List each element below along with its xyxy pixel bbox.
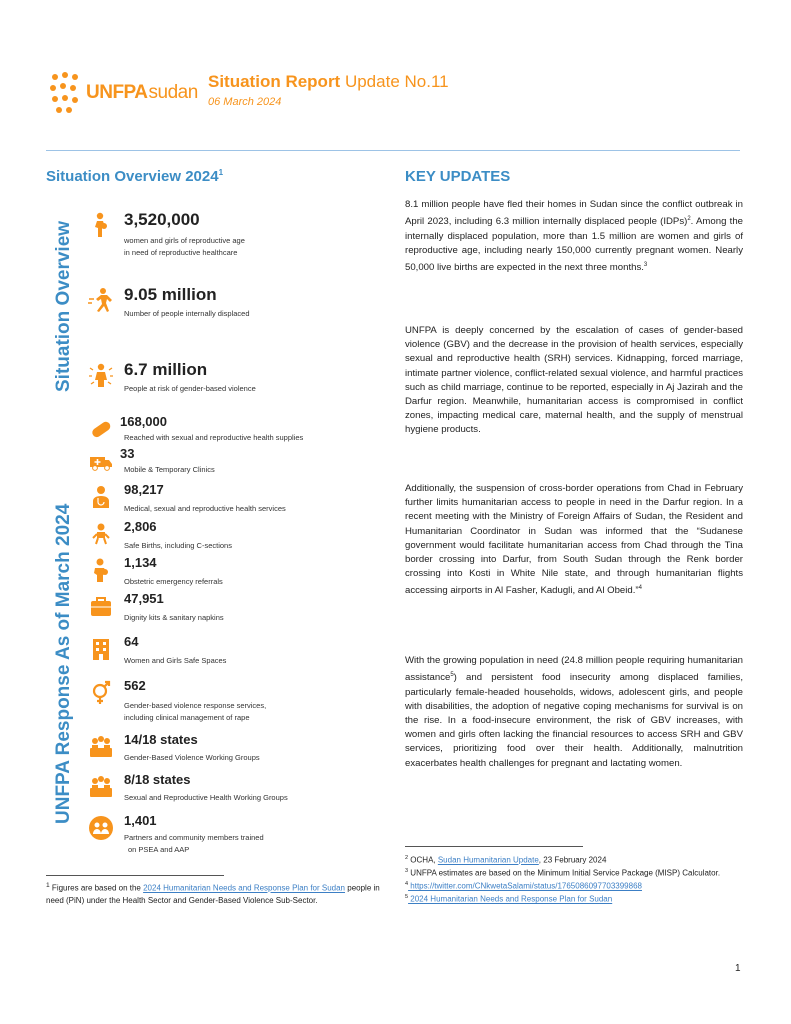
footnote-ref: 1 <box>218 168 224 177</box>
stat-label: Reached with sexual and reproductive health supplies <box>124 433 304 442</box>
kit-bag-icon <box>88 593 114 619</box>
paragraph-text: . Among the internally displaced population, more than 1.5 million are women and girls of reproductive age, including nearly 150,000 currently pregnant women. Nearly 50,000 live births are expected in the next three months. <box>405 216 743 274</box>
twitter-link[interactable]: https://twitter.com/CNkwetaSalami/status/1765086097703399868 <box>408 881 642 891</box>
woman-alert-icon <box>88 362 114 388</box>
vertical-label-overview: Situation Overview <box>53 220 74 392</box>
paragraph-gbv-concern: UNFPA is deeply concerned by the escalation of cases of gender-based violence (GBV) and the decrease in the provision of health services, especially sexual and reproductive health (SRH) services. Kidnapping, forced marriage, intimate partner violence, conflict-related sexual violence, and harmful practices such as child marriage, continue to be reported, especially in Aj Jazirah and the Darfur region. Meanwhile, humanitarian access is compromised in conflict zones, impacting medical care, maternal health, and the supply of menstrual hygiene products. <box>405 325 743 436</box>
heading-text: Situation Overview 2024 <box>46 168 219 185</box>
right-footnotes <box>405 853 745 906</box>
footnote-ref: 3 <box>643 262 648 268</box>
stat-label: Sexual and Reproductive Health Working Groups <box>124 793 288 802</box>
paragraph-displacement <box>405 198 743 275</box>
paragraph-cross-border <box>405 482 743 599</box>
hnrp-link[interactable]: 2024 Humanitarian Needs and Response Plan for Sudan <box>143 883 346 893</box>
hnrp-link[interactable]: 2024 Humanitarian Needs and Response Plan for Sudan <box>408 895 613 905</box>
report-title <box>208 72 449 92</box>
stat-label: Safe Births, including C-sections <box>124 541 232 550</box>
paragraph-food-insecurity <box>405 654 743 771</box>
report-title-update: Update No.11 <box>344 72 449 91</box>
training-icon <box>88 815 114 841</box>
ocha-update-link[interactable]: Sudan Humanitarian Update <box>437 855 539 865</box>
building-icon <box>88 636 114 662</box>
stat-value: 6.7 million <box>124 360 208 379</box>
stat-label: People at risk of gender-based violence <box>124 384 256 393</box>
group-icon <box>88 774 114 800</box>
footnote-ref: 2 <box>687 216 691 223</box>
logo-dots-icon <box>50 70 84 116</box>
page-number: 1 <box>735 963 741 974</box>
stat-label: on PSEA and AAP <box>128 845 190 854</box>
paragraph-text: Additionally, the suspension of cross-border operations from Chad in February further limits humanitarian access to people in need in the Darfur region. In a recent meeting with the Ministry of Foreign Affairs of Sudan, the Resident and Humanitarian Coordinator in Sudan was informed that the “Sudanese government would facilitate humanitarian access from Chad through the Tina border crossing into Darfur, from South Sudan through the Renk border crossing into Kosti in White Nile state, and through humanitarian flights accessing airports in Al Fasher, Kadugli, and Al Obeid.” <box>405 483 743 597</box>
stat-label: Number of people internally displaced <box>124 309 250 318</box>
stat-value: 64 <box>124 634 139 649</box>
footnote-marker: 2 <box>405 855 409 861</box>
paragraph-text: ) and persistent food insecurity among displaced families, particularly female-headed households, widows, adolescent girls, and people with disabilities, the adoption of negative coping mechanisms for survival is on the rise. In a food-insecure environment, the risk of GBV increases, with women and girls often lacking the financial resources to access SRH and GBV services, prioritizing food over their health. Additionally, malnutrition exacerbates health challenges for pregnant and lactating women. <box>405 672 743 769</box>
stat-value: 9.05 million <box>124 285 217 304</box>
footnote-text: , 23 February 2024 <box>538 855 607 865</box>
footnote-text: people in need (PiN) under the Health Sector and Gender-Based Violence Sub-Sector. <box>46 883 380 905</box>
footnote-marker: 1 <box>46 882 50 889</box>
footnote-marker: 4 <box>405 881 409 888</box>
footnote-divider <box>46 875 224 876</box>
footnote-text: UNFPA estimates are based on the Minimum Initial Service Package (MISP) Calculator. <box>408 868 721 878</box>
unfpa-sudan-logo <box>50 70 200 116</box>
pill-icon <box>88 416 114 442</box>
stat-label: Dignity kits & sanitary napkins <box>124 613 224 622</box>
vertical-label-response: UNFPA Response As of March 2024 <box>53 503 74 824</box>
footnote-divider <box>405 846 583 847</box>
footnote-1 <box>46 880 386 907</box>
pregnant-woman-icon <box>88 212 114 238</box>
footnote-ref: 4 <box>638 585 642 592</box>
stat-label: Medical, sexual and reproductive health services <box>124 504 286 513</box>
ambulance-icon <box>88 448 114 474</box>
stat-value: 47,951 <box>124 591 164 606</box>
mother-icon <box>88 557 114 583</box>
footnote-marker: 5 <box>405 894 409 901</box>
stat-value: 14/18 states <box>124 732 198 747</box>
stat-value: 8/18 states <box>124 772 191 787</box>
paragraph-text: 8.1 million people have fled their homes in Sudan since the conflict outbreak in April 2023, including 6.3 million internally displaced people (IDPs) <box>405 199 743 228</box>
paragraph-text: With the growing population in need (24.8 million people requiring humanitarian assistance <box>405 655 743 684</box>
stat-label: in need of reproductive healthcare <box>124 248 238 257</box>
stat-value: 33 <box>120 446 135 461</box>
key-updates-heading: KEY UPDATES <box>405 168 511 185</box>
stat-label: Partners and community members trained <box>124 833 264 842</box>
footnote-text: OCHA, <box>408 855 438 865</box>
situation-overview-heading <box>46 168 223 185</box>
footnote-4 <box>405 879 745 892</box>
stat-label: including clinical management of rape <box>124 713 250 722</box>
stat-value: 1,401 <box>124 813 157 828</box>
footnote-2 <box>405 853 745 866</box>
group-icon <box>88 734 114 760</box>
footnote-marker: 3 <box>405 868 409 875</box>
header-divider <box>46 150 740 151</box>
stat-value: 2,806 <box>124 519 157 534</box>
footnote-ref: 5 <box>450 672 454 679</box>
footnote-text: Figures are based on the <box>49 883 144 893</box>
baby-icon <box>88 521 114 547</box>
stat-value: 1,134 <box>124 555 157 570</box>
report-title-main: Situation Report <box>208 72 341 91</box>
footnote-5 <box>405 892 745 905</box>
stat-value: 98,217 <box>124 482 164 497</box>
logo-country: sudan <box>148 82 198 103</box>
stat-label: Women and Girls Safe Spaces <box>124 656 227 665</box>
stat-label: Gender-Based Violence Working Groups <box>124 753 260 762</box>
stat-value: 168,000 <box>120 414 167 429</box>
footnote-3 <box>405 866 745 879</box>
running-person-icon <box>88 287 114 313</box>
report-date: 06 March 2024 <box>208 96 282 108</box>
stat-label: Mobile & Temporary Clinics <box>124 465 215 474</box>
doctor-icon <box>88 484 114 510</box>
stat-value: 3,520,000 <box>124 210 200 229</box>
stat-label: Obstetric emergency referrals <box>124 577 223 586</box>
stat-label: Gender-based violence response services, <box>124 701 267 710</box>
gender-icon <box>88 680 114 706</box>
stat-label: women and girls of reproductive age <box>124 236 245 245</box>
logo-brand: UNFPA <box>86 82 148 103</box>
stat-value: 562 <box>124 678 146 693</box>
